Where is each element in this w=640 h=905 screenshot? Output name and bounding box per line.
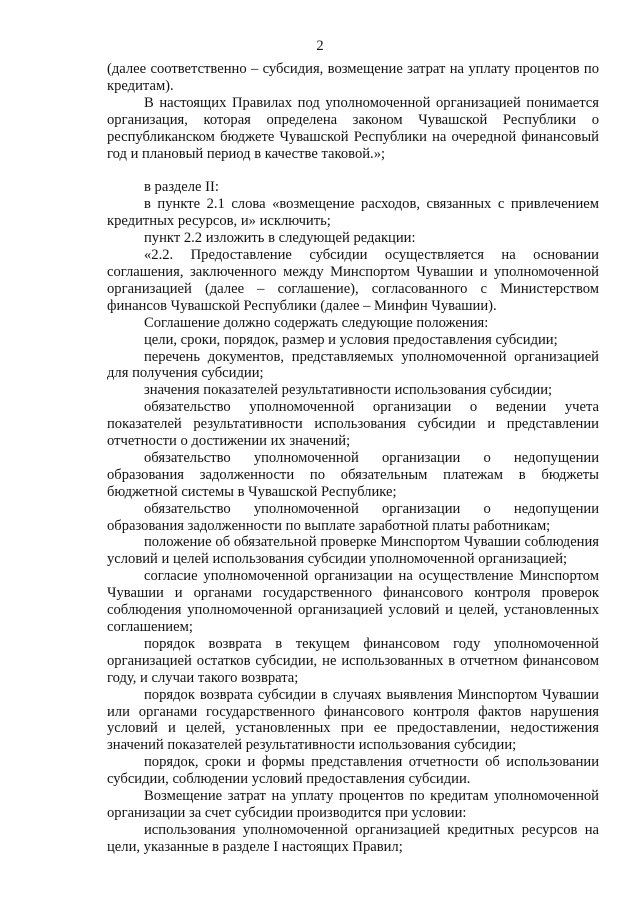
paragraph: (далее соответственно – субсидия, возмещение затрат на уплату процентов по кредитам).	[107, 61, 599, 94]
paragraph: пункт 2.2 изложить в следующей редакции:	[144, 230, 416, 247]
paragraph: в пункте 2.1 слова «возмещение расходов, связанных с привлечением кредитных ресурсов, и» исключить;	[107, 196, 599, 230]
paragraph: порядок, сроки и формы представления отчетности об использовании субсидии, соблюдении условий предоставления субсидии.	[107, 754, 599, 788]
paragraph: перечень документов, представляемых уполномоченной организацией для получения субсидии;	[107, 348, 599, 382]
paragraph: «2.2. Предоставление субсидии осуществляется на основании соглашения, заключенного между Минспортом Чувашии и уполномоченной организацией (далее – соглашение), согласованного с Министерством финансов Чувашской Республики (далее – Минфин Чувашии).	[107, 247, 599, 314]
paragraph: Возмещение затрат на уплату процентов по кредитам уполномоченной организации за счет субсидии производится при условии:	[107, 788, 599, 821]
page-number: 2	[316, 38, 324, 54]
paragraph: в разделе II:	[144, 179, 219, 196]
paragraph: положение об обязательной проверке Минспортом Чувашии соблюдения условий и целей использования субсидии уполномоченной организацией;	[107, 534, 599, 568]
paragraph: обязательство уполномоченной организации о недопущении образования задолженности по обязательным платежам в бюджеты бюджетной системы в Чувашской Республике;	[107, 449, 599, 500]
paragraph: цели, сроки, порядок, размер и условия предоставления субсидии;	[144, 331, 558, 348]
paragraph-gap	[107, 162, 599, 179]
paragraph: В настоящих Правилах под уполномоченной организацией понимается организация, которая определена законом Чувашской Республики о республиканском бюджете Чувашской Республики на очередной финансовый год и плановый период в качестве таковой.»;	[107, 94, 599, 162]
paragraph: согласие уполномоченной организации на осуществление Минспортом Чувашии и органами государственного финансового контроля проверок соблюдения уполномоченной организацией условий и целей, установленных соглашением;	[107, 568, 599, 635]
document-body	[107, 61, 599, 856]
paragraph: порядок возврата субсидии в случаях выявления Минспортом Чувашии или органами государственного финансового контроля фактов нарушения условий и целей, установленных при ее предоставлении, недостижения значений показателей результативности использования субсидии;	[107, 686, 599, 754]
paragraph: обязательство уполномоченной организации о ведении учета показателей результативности использования субсидии и представлении отчетности о достижении их значений;	[107, 399, 599, 450]
paragraph: обязательство уполномоченной организации о недопущении образования задолженности по выплате заработной платы работникам;	[107, 500, 599, 534]
paragraph: Соглашение должно содержать следующие положения:	[144, 314, 489, 331]
paragraph: порядок возврата в текущем финансовом году уполномоченной организацией остатков субсидии, не использованных в отчетном финансовом году, и случаи такого возврата;	[107, 635, 599, 686]
paragraph: использования уполномоченной организацией кредитных ресурсов на цели, указанные в разделе I настоящих Правил;	[107, 821, 599, 855]
paragraph: значения показателей результативности использования субсидии;	[144, 382, 553, 399]
